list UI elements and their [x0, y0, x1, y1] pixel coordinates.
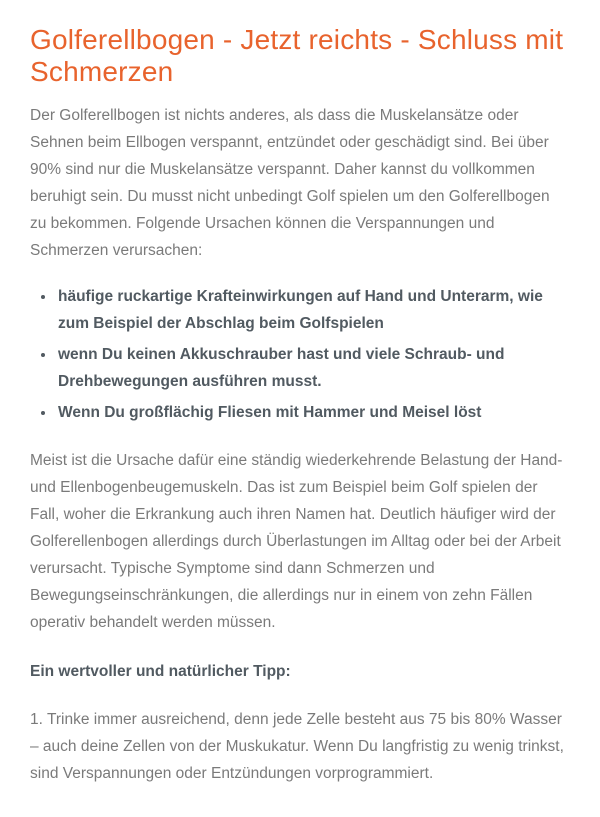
explanation-paragraph: Meist ist die Ursache dafür eine ständig wiederkehrende Belastung der Hand- und Ellenbogenbeugemuskeln. Das ist zum Beispiel beim Golf spielen der Fall, woher die Erkrankung auch ihren Namen hat. Deutlich häufiger wird der Golferellenbogen allerdings durch Überlastungen im Alltag oder bei der Arbeit verursacht. Typische Symptome sind dann Schmerzen und Bewegungseinschränkungen, die allerdings nur in einem von zehn Fällen operativ behandelt werden müssen.	[30, 451, 563, 631]
causes-list	[30, 283, 568, 426]
causes-list-item: • Wenn Du großflächig Fliesen mit Hammer und Meisel löst	[56, 399, 568, 426]
tip-heading: Ein wertvoller und natürlicher Tipp:	[30, 662, 291, 680]
tip-paragraph: 1. Trinke immer ausreichend, denn jede Zelle besteht aus 75 bis 80% Wasser – auch deine Zellen von der Muskukatur. Wenn Du langfristig zu wenig trinkst, sind Verspannungen oder Entzündungen vorprogrammiert.	[30, 710, 564, 782]
article-title: Golferellbogen - Jetzt reichts - Schluss mit Schmerzen	[30, 24, 564, 87]
intro-paragraph: Der Golferellbogen ist nichts anderes, als dass die Muskelansätze oder Sehnen beim Ellbogen verspannt, entzündet oder geschädigt sind. Bei über 90% sind nur die Muskelansätze verspannt. Daher kannst du vollkommen beruhigt sein. Du musst nicht unbedingt Golf spielen um den Golferellbogen zu bekommen. Folgende Ursachen können die Verspannungen und Schmerzen verursachen:	[30, 106, 550, 259]
causes-list-item: • häufige ruckartige Krafteinwirkungen auf Hand und Unterarm, wie zum Beispiel der Abschlag beim Golfspielen	[56, 283, 568, 337]
causes-list-item: • wenn Du keinen Akkuschrauber hast und viele Schraub- und Drehbewegungen ausführen musst.	[56, 341, 568, 395]
